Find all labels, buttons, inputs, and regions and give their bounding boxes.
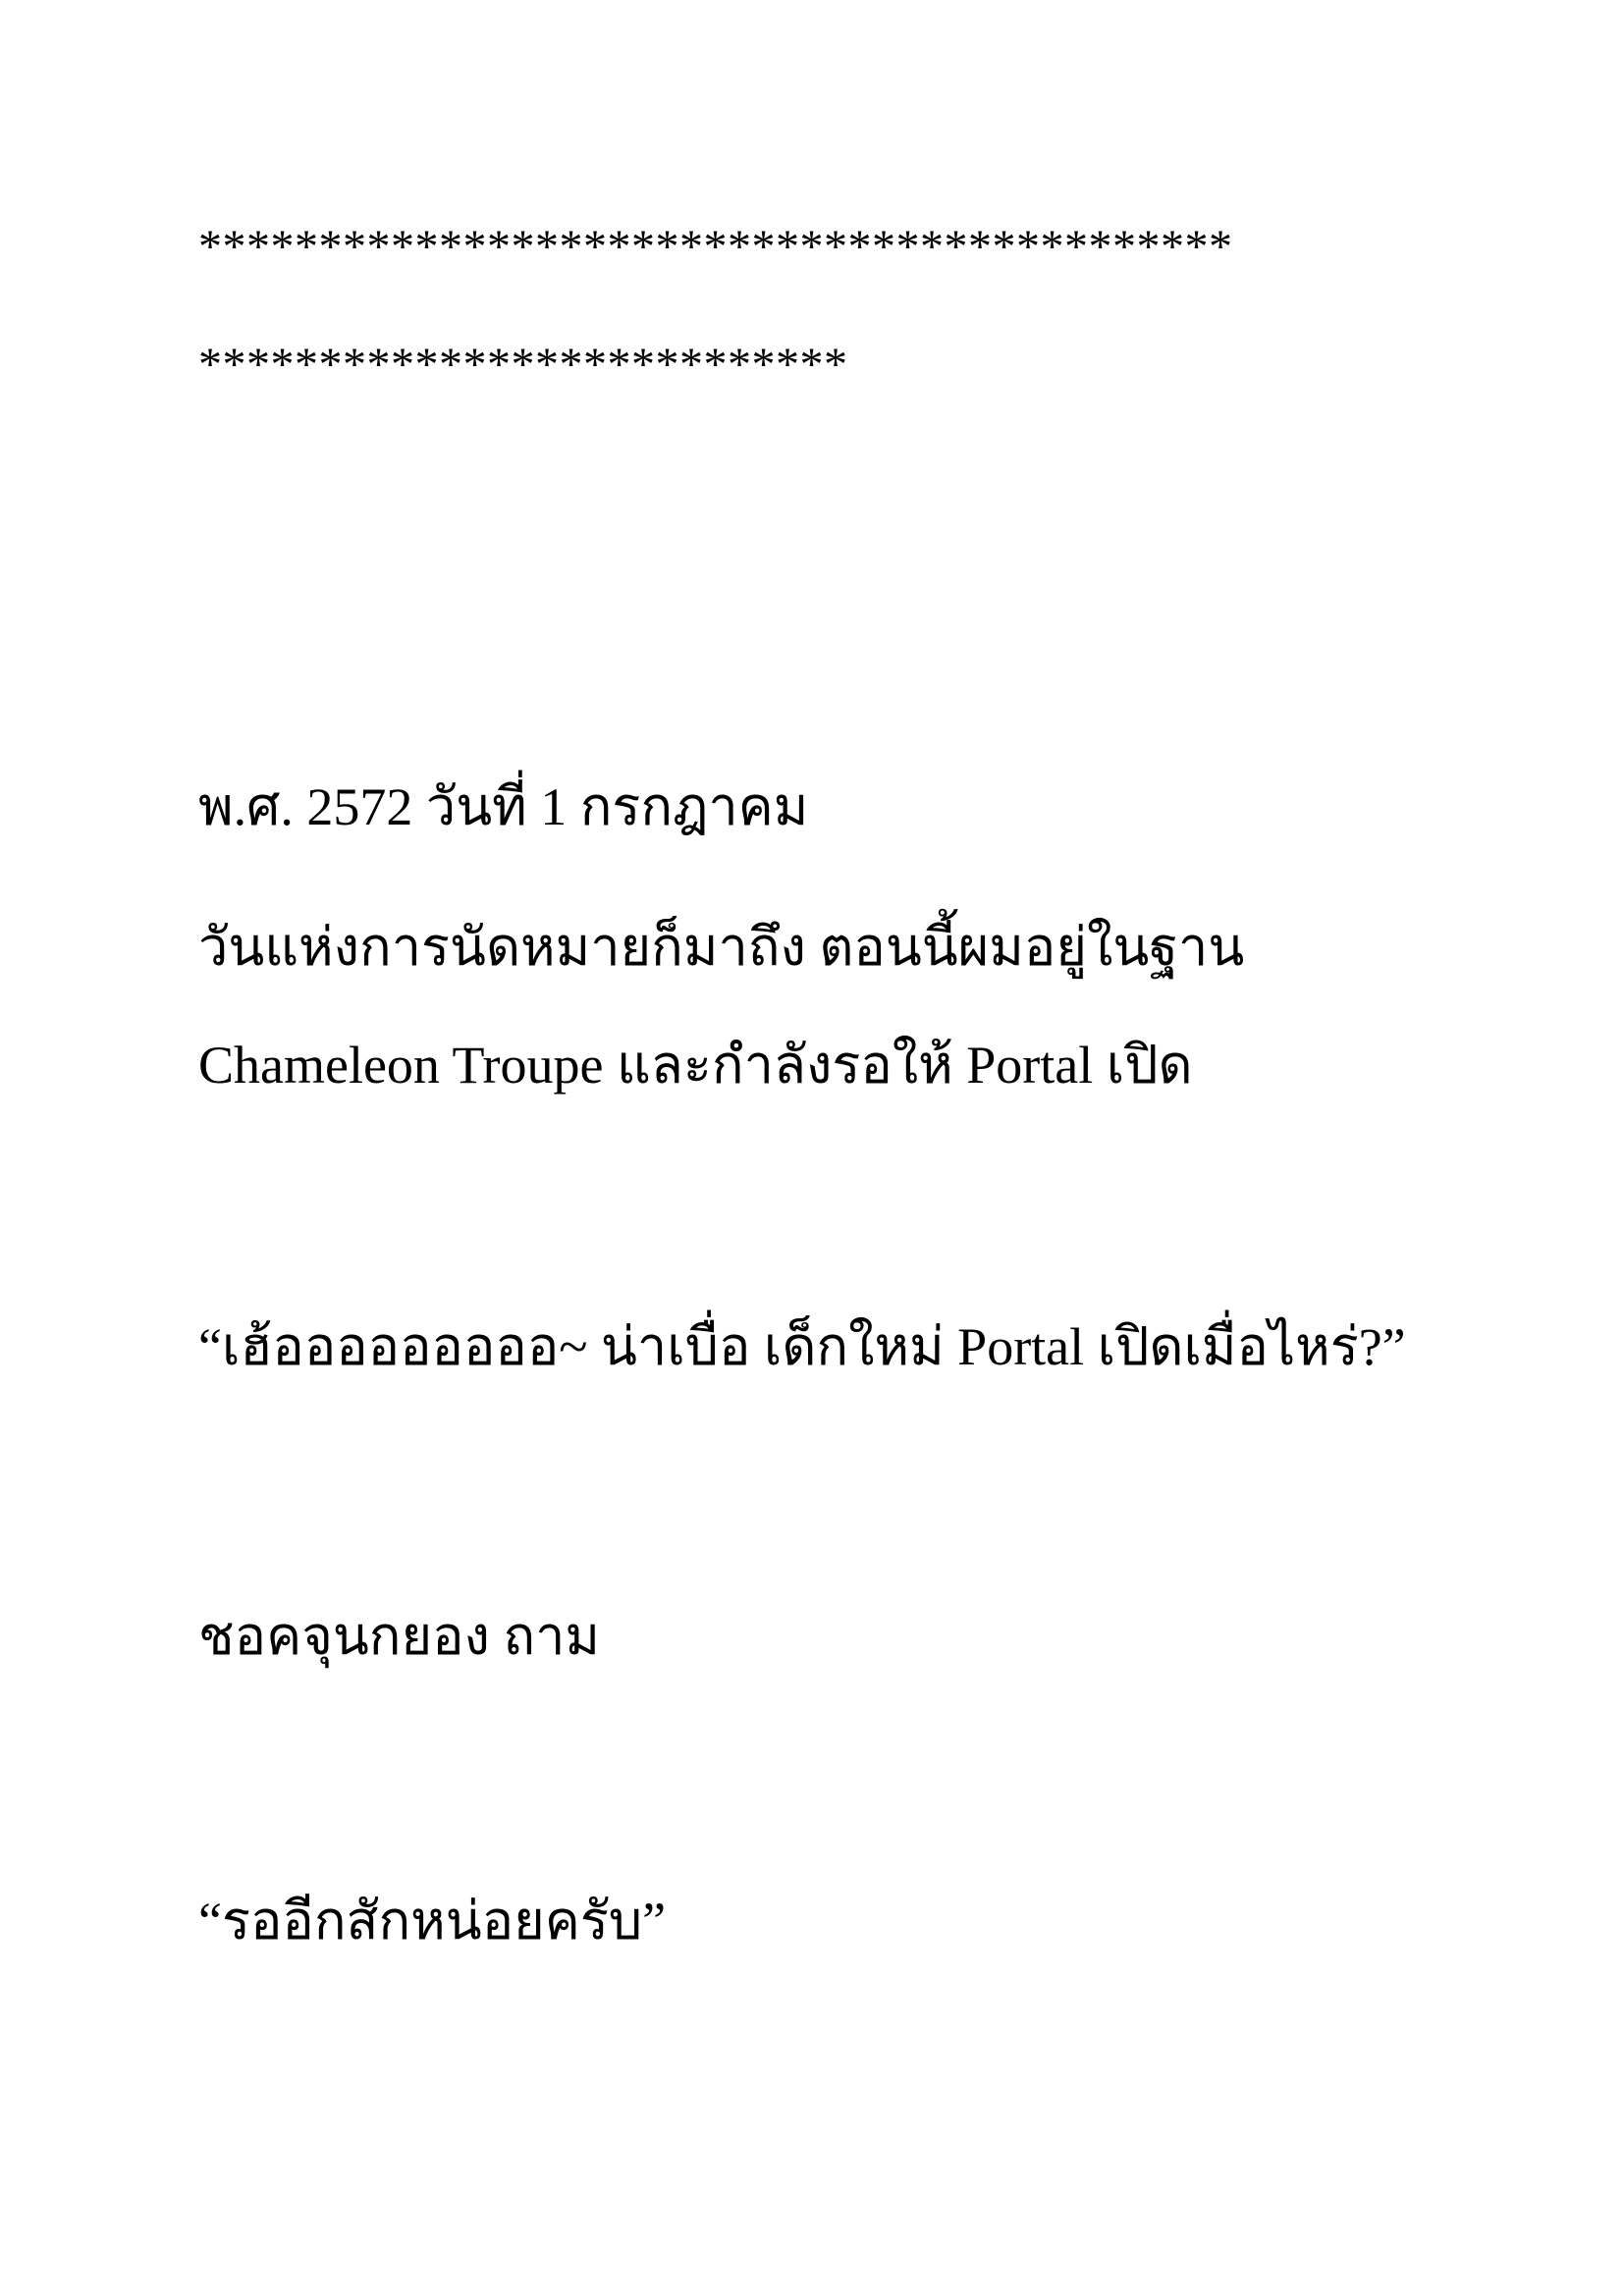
date-line: พ.ศ. 2572 วันที่ 1 กรกฎาคม — [198, 777, 809, 836]
separator-line: ******************************************* — [198, 221, 1233, 273]
narration-line: วันแห่งการนัดหมายก็มาถึง ตอนนี้ผมอยู่ในฐาน — [198, 918, 1245, 977]
separator-line: *************************** — [198, 339, 848, 391]
dialogue-line: “รออีกสักหน่อยครับ” — [198, 1892, 667, 1950]
speaker-line: ชอคจุนกยอง ถาม — [198, 1607, 601, 1666]
narration-line: Chameleon Troupe และกำลังรอให้ Portal เปิด — [198, 1036, 1193, 1095]
dialogue-line: “เฮ้อออออออออ~ น่าเบื่อ เด็กใหม่ Portal เปิดเมื่อไหร่?” — [198, 1317, 1406, 1376]
